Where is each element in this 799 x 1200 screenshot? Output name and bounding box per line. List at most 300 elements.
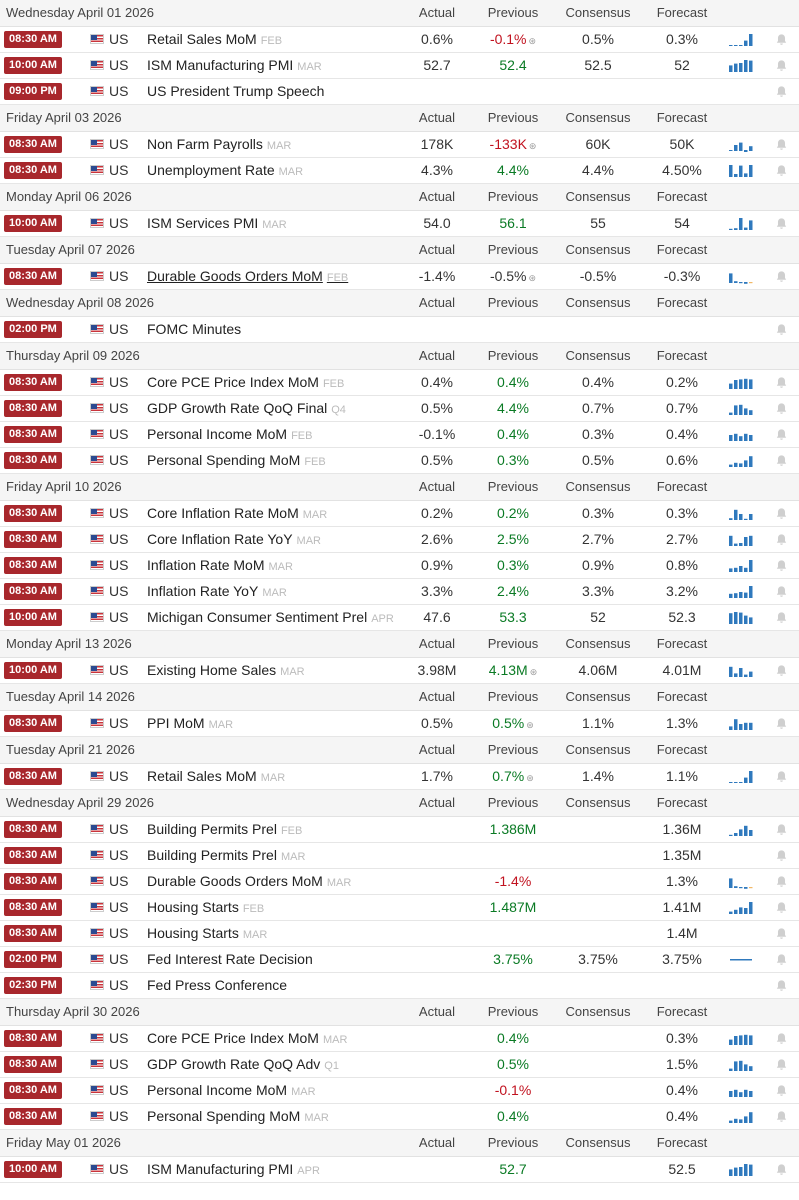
event-row[interactable] bbox=[0, 843, 799, 869]
previous-value: 0.3% bbox=[497, 557, 529, 573]
forecast-value: 1.1% bbox=[666, 768, 698, 784]
us-flag-icon bbox=[90, 902, 104, 912]
event-name[interactable]: Michigan Consumer Sentiment Prel bbox=[147, 609, 368, 625]
time-badge: 08:30 AM bbox=[4, 505, 62, 522]
event-name-cell[interactable] bbox=[147, 448, 326, 475]
sparkline-chart[interactable] bbox=[728, 270, 754, 284]
country-code: US bbox=[109, 57, 129, 73]
sparkline-chart[interactable] bbox=[728, 428, 754, 442]
actual-value: 47.6 bbox=[423, 609, 451, 625]
forecast-value: 1.3% bbox=[666, 873, 698, 889]
column-header-forecast: Forecast bbox=[656, 295, 708, 310]
event-name[interactable]: ISM Services PMI bbox=[147, 215, 259, 231]
bell-icon[interactable] bbox=[775, 164, 788, 177]
sparkline-chart[interactable] bbox=[728, 1032, 754, 1046]
us-flag-icon bbox=[90, 60, 104, 70]
bell-icon[interactable] bbox=[775, 585, 788, 598]
time-badge: 09:00 PM bbox=[4, 83, 62, 100]
event-name[interactable]: Core Inflation Rate MoM bbox=[147, 505, 299, 521]
sparkline-bar bbox=[734, 886, 738, 888]
sparkline-bar bbox=[749, 514, 753, 520]
event-name[interactable]: Retail Sales MoM bbox=[147, 31, 257, 47]
bell-icon[interactable] bbox=[775, 402, 788, 415]
column-header-actual: Actual bbox=[418, 795, 456, 810]
bell-icon[interactable] bbox=[775, 428, 788, 441]
time-badge: 08:30 AM bbox=[4, 715, 62, 732]
bell-icon[interactable] bbox=[775, 59, 788, 72]
event-row[interactable] bbox=[0, 947, 799, 973]
event-row[interactable] bbox=[0, 658, 799, 684]
event-name[interactable]: Core PCE Price Index MoM bbox=[147, 374, 319, 390]
sparkline-chart[interactable] bbox=[728, 59, 754, 73]
forecast-value: 0.3% bbox=[666, 31, 698, 47]
column-header-consensus: Consensus bbox=[565, 295, 631, 310]
bell-icon[interactable] bbox=[775, 1163, 788, 1176]
us-flag-icon bbox=[90, 824, 104, 834]
sparkline-bar bbox=[729, 165, 733, 177]
bell-icon[interactable] bbox=[775, 85, 788, 98]
reference-period: MAR bbox=[268, 561, 293, 573]
sparkline-chart[interactable] bbox=[728, 402, 754, 416]
column-header-forecast: Forecast bbox=[656, 242, 708, 257]
actual-value-cell bbox=[397, 264, 477, 289]
sparkline-chart[interactable] bbox=[728, 611, 754, 625]
event-name-cell[interactable] bbox=[147, 132, 291, 159]
country-code: US bbox=[109, 83, 129, 99]
sparkline-bar bbox=[734, 145, 738, 151]
previous-value: 52.7 bbox=[499, 1161, 527, 1177]
date-header bbox=[0, 237, 799, 264]
previous-value: 1.386M bbox=[489, 821, 537, 837]
event-row[interactable] bbox=[0, 422, 799, 448]
event-row[interactable] bbox=[0, 1052, 799, 1078]
event-name[interactable]: Retail Sales MoM bbox=[147, 768, 257, 784]
bell-icon[interactable] bbox=[775, 138, 788, 151]
previous-value: -133K bbox=[489, 136, 527, 152]
previous-value: 4.13M bbox=[488, 662, 528, 678]
country-code: US bbox=[109, 505, 129, 521]
event-name-cell[interactable] bbox=[147, 658, 305, 685]
sparkline-chart[interactable] bbox=[728, 559, 754, 573]
time-badge: 08:30 AM bbox=[4, 1030, 62, 1047]
event-name[interactable]: Building Permits Prel bbox=[147, 821, 277, 837]
column-header-consensus: Consensus bbox=[565, 636, 631, 651]
reference-period: MAR bbox=[280, 666, 305, 678]
previous-value: 0.4% bbox=[497, 1030, 529, 1046]
previous-value: 53.3 bbox=[499, 609, 527, 625]
event-name[interactable]: Durable Goods Orders MoM bbox=[147, 873, 323, 889]
sparkline-bar bbox=[739, 514, 743, 520]
country-code: US bbox=[109, 136, 129, 152]
event-name-cell[interactable] bbox=[147, 396, 346, 423]
us-flag-icon bbox=[90, 954, 104, 964]
event-row[interactable] bbox=[0, 448, 799, 474]
sparkline-bar bbox=[744, 519, 748, 520]
event-name[interactable]: Personal Spending MoM bbox=[147, 452, 301, 468]
sparkline-bar bbox=[739, 1167, 743, 1176]
forecast-value-cell bbox=[642, 501, 722, 526]
sparkline-bar bbox=[744, 434, 748, 441]
event-name[interactable]: Building Permits Prel bbox=[147, 847, 277, 863]
event-name-cell[interactable] bbox=[147, 53, 322, 80]
column-header-actual: Actual bbox=[418, 636, 456, 651]
bell-icon[interactable] bbox=[775, 323, 788, 336]
actual-value: 3.3% bbox=[421, 583, 453, 599]
sparkline-bar bbox=[749, 672, 753, 677]
bell-icon[interactable] bbox=[775, 611, 788, 624]
event-name[interactable]: Unemployment Rate bbox=[147, 162, 275, 178]
reference-period: MAR bbox=[278, 166, 304, 178]
event-name[interactable]: Personal Spending MoM bbox=[147, 1108, 301, 1124]
event-row[interactable] bbox=[0, 132, 799, 158]
time-badge: 08:30 AM bbox=[4, 1056, 62, 1073]
forecast-value: 0.4% bbox=[666, 426, 698, 442]
column-header-consensus: Consensus bbox=[565, 1135, 631, 1150]
forecast-value: 52 bbox=[674, 57, 690, 73]
event-name[interactable]: Core Inflation Rate YoY bbox=[147, 531, 293, 547]
bell-icon[interactable] bbox=[775, 953, 788, 966]
event-row[interactable] bbox=[0, 317, 799, 343]
sparkline-chart[interactable] bbox=[728, 770, 754, 784]
event-name[interactable]: Personal Income MoM bbox=[147, 426, 288, 442]
actual-value: 0.2% bbox=[421, 505, 453, 521]
column-header-consensus: Consensus bbox=[565, 110, 631, 125]
event-row[interactable] bbox=[0, 79, 799, 105]
event-name-cell[interactable] bbox=[147, 527, 321, 554]
event-name[interactable]: Inflation Rate MoM bbox=[147, 557, 265, 573]
event-row[interactable] bbox=[0, 211, 799, 237]
event-name[interactable]: Durable Goods Orders MoM bbox=[147, 268, 323, 284]
forecast-value-cell bbox=[642, 1104, 722, 1129]
forecast-value-cell bbox=[642, 764, 722, 789]
bell-icon[interactable] bbox=[775, 717, 788, 730]
event-name[interactable]: FOMC Minutes bbox=[147, 321, 242, 337]
forecast-value-cell bbox=[642, 553, 722, 578]
time-badge: 08:30 AM bbox=[4, 31, 62, 48]
time-badge: 08:30 AM bbox=[4, 136, 62, 153]
event-row[interactable] bbox=[0, 1026, 799, 1052]
forecast-value: 1.36M bbox=[662, 821, 702, 837]
reference-period: MAR bbox=[208, 719, 234, 731]
event-row[interactable] bbox=[0, 973, 799, 999]
actual-value: 0.6% bbox=[421, 31, 453, 47]
event-name-cell[interactable] bbox=[147, 843, 305, 870]
event-name-cell[interactable] bbox=[147, 973, 287, 998]
country-code: US bbox=[109, 1056, 129, 1072]
sparkline-chart[interactable] bbox=[728, 1084, 754, 1098]
consensus-value-cell bbox=[558, 264, 638, 289]
bell-icon[interactable] bbox=[775, 979, 788, 992]
sparkline-chart[interactable] bbox=[728, 454, 754, 468]
event-name[interactable]: ISM Manufacturing PMI bbox=[147, 1161, 294, 1177]
us-flag-icon bbox=[90, 218, 104, 228]
event-name-cell[interactable] bbox=[147, 764, 285, 791]
event-name[interactable]: US President Trump Speech bbox=[147, 83, 325, 99]
reference-period: MAR bbox=[266, 140, 292, 152]
actual-value-cell bbox=[397, 158, 477, 183]
forecast-value: 1.3% bbox=[666, 715, 698, 731]
event-name[interactable]: Housing Starts bbox=[147, 925, 239, 941]
sparkline-chart[interactable] bbox=[728, 533, 754, 547]
event-name-cell[interactable] bbox=[147, 1026, 347, 1053]
event-row[interactable] bbox=[0, 527, 799, 553]
consensus-value: 0.9% bbox=[582, 557, 614, 573]
event-name-cell[interactable] bbox=[147, 27, 282, 54]
event-row[interactable] bbox=[0, 869, 799, 895]
sparkline-bar bbox=[734, 281, 738, 283]
sparkline-chart[interactable] bbox=[728, 901, 754, 915]
forecast-value: 0.8% bbox=[666, 557, 698, 573]
sparkline-bar bbox=[749, 1066, 753, 1071]
consensus-value-cell bbox=[558, 764, 638, 789]
time-badge: 10:00 AM bbox=[4, 215, 62, 232]
sparkline-bar bbox=[729, 568, 733, 572]
date-label: Tuesday April 14 2026 bbox=[6, 689, 135, 704]
sparkline-bar bbox=[734, 45, 738, 46]
previous-value-cell bbox=[473, 158, 553, 183]
event-name[interactable]: Existing Home Sales bbox=[147, 662, 277, 678]
event-name-cell[interactable] bbox=[147, 869, 351, 896]
date-header bbox=[0, 684, 799, 711]
sparkline-chart[interactable] bbox=[728, 664, 754, 678]
us-flag-icon bbox=[90, 876, 104, 886]
previous-value-cell bbox=[473, 448, 553, 473]
event-name[interactable]: Core PCE Price Index MoM bbox=[147, 1030, 319, 1046]
forecast-value-cell bbox=[642, 869, 722, 894]
event-name[interactable]: Housing Starts bbox=[147, 899, 239, 915]
sparkline-bar bbox=[734, 174, 738, 177]
sparkline-line bbox=[730, 959, 752, 961]
reference-period: MAR bbox=[262, 587, 287, 599]
event-row[interactable] bbox=[0, 764, 799, 790]
event-name-cell[interactable] bbox=[147, 317, 241, 342]
sparkline-chart[interactable] bbox=[728, 1110, 754, 1124]
sparkline-chart[interactable] bbox=[728, 717, 754, 731]
event-name[interactable]: Fed Press Conference bbox=[147, 977, 288, 993]
sparkline-bar bbox=[734, 593, 738, 598]
actual-value-cell bbox=[397, 132, 477, 157]
bell-icon[interactable] bbox=[775, 927, 788, 940]
country-code: US bbox=[109, 951, 129, 967]
actual-value-cell bbox=[397, 579, 477, 604]
bell-icon[interactable] bbox=[775, 875, 788, 888]
sparkline-bar bbox=[749, 560, 753, 572]
event-name-cell[interactable] bbox=[147, 817, 302, 844]
bell-icon[interactable] bbox=[775, 1084, 788, 1097]
country-code: US bbox=[109, 821, 129, 837]
column-header-forecast: Forecast bbox=[656, 1004, 708, 1019]
event-name[interactable]: ISM Manufacturing PMI bbox=[147, 57, 294, 73]
sparkline-bar bbox=[744, 616, 748, 624]
event-name-cell[interactable] bbox=[147, 370, 344, 397]
country-code: US bbox=[109, 321, 129, 337]
previous-value: 0.4% bbox=[497, 426, 529, 442]
column-header-previous: Previous bbox=[487, 1004, 539, 1019]
date-label: Tuesday April 21 2026 bbox=[6, 742, 135, 757]
country-code: US bbox=[109, 847, 129, 863]
event-name[interactable]: Inflation Rate YoY bbox=[147, 583, 259, 599]
event-row[interactable] bbox=[0, 1157, 799, 1183]
event-row[interactable] bbox=[0, 501, 799, 527]
bell-icon[interactable] bbox=[775, 901, 788, 914]
event-name-cell[interactable] bbox=[147, 895, 264, 922]
event-name[interactable]: Non Farm Payrolls bbox=[147, 136, 263, 152]
event-name[interactable]: Fed Interest Rate Decision bbox=[147, 951, 313, 967]
sparkline-bar bbox=[744, 593, 748, 598]
bell-icon[interactable] bbox=[775, 1058, 788, 1071]
sparkline-chart[interactable] bbox=[728, 376, 754, 390]
previous-value: 0.7% bbox=[492, 768, 525, 784]
sparkline-chart[interactable] bbox=[728, 1163, 754, 1177]
sparkline-bar bbox=[729, 384, 733, 389]
bell-icon[interactable] bbox=[775, 33, 788, 46]
event-name[interactable]: PPI MoM bbox=[147, 715, 205, 731]
column-header-consensus: Consensus bbox=[565, 689, 631, 704]
event-row[interactable] bbox=[0, 53, 799, 79]
us-flag-icon bbox=[90, 771, 104, 781]
reference-period: FEB bbox=[291, 430, 313, 442]
event-row[interactable] bbox=[0, 1078, 799, 1104]
sparkline-bar bbox=[734, 405, 738, 415]
forecast-value: 0.4% bbox=[666, 1082, 698, 1098]
event-row[interactable] bbox=[0, 396, 799, 422]
sparkline-bar bbox=[739, 1061, 743, 1071]
event-name-cell[interactable] bbox=[147, 79, 324, 104]
sparkline-bar bbox=[749, 771, 753, 783]
country-code: US bbox=[109, 215, 129, 231]
forecast-value: 3.75% bbox=[662, 951, 702, 967]
sparkline-chart[interactable] bbox=[728, 823, 754, 837]
date-label: Tuesday April 07 2026 bbox=[6, 242, 135, 257]
previous-value-cell bbox=[473, 27, 553, 54]
event-name[interactable]: GDP Growth Rate QoQ Final bbox=[147, 400, 328, 416]
sparkline-bar bbox=[734, 228, 738, 230]
bell-icon[interactable] bbox=[775, 376, 788, 389]
us-flag-icon bbox=[90, 86, 104, 96]
event-row[interactable] bbox=[0, 1104, 799, 1130]
event-name-cell[interactable] bbox=[147, 158, 303, 185]
event-name-cell[interactable] bbox=[147, 1104, 329, 1131]
reference-period: MAR bbox=[260, 772, 286, 784]
forecast-value-cell bbox=[642, 211, 722, 236]
sparkline-bar bbox=[739, 907, 743, 914]
sparkline-chart[interactable] bbox=[728, 507, 754, 521]
forecast-value-cell bbox=[642, 895, 722, 920]
event-row[interactable] bbox=[0, 579, 799, 605]
actual-value: 54.0 bbox=[423, 215, 451, 231]
sparkline-chart[interactable] bbox=[728, 33, 754, 47]
column-header-actual: Actual bbox=[418, 242, 456, 257]
sparkline-bar bbox=[744, 282, 748, 284]
date-header bbox=[0, 790, 799, 817]
event-name-cell[interactable] bbox=[147, 264, 348, 291]
bell-icon[interactable] bbox=[775, 664, 788, 677]
event-name-cell[interactable] bbox=[147, 1078, 316, 1105]
event-name[interactable]: GDP Growth Rate QoQ Adv bbox=[147, 1056, 321, 1072]
event-name-cell[interactable] bbox=[147, 921, 267, 948]
reference-period: MAR bbox=[280, 851, 306, 863]
bell-icon[interactable] bbox=[775, 270, 788, 283]
sparkline-bar bbox=[729, 1069, 733, 1071]
event-name-cell[interactable] bbox=[147, 711, 233, 738]
bell-icon[interactable] bbox=[775, 217, 788, 230]
sparkline-chart[interactable] bbox=[728, 164, 754, 178]
sparkline-bar bbox=[729, 594, 733, 598]
bell-icon[interactable] bbox=[775, 454, 788, 467]
sparkline-chart[interactable] bbox=[728, 138, 754, 152]
event-row[interactable] bbox=[0, 370, 799, 396]
sparkline-chart[interactable] bbox=[728, 1058, 754, 1072]
date-header bbox=[0, 184, 799, 211]
event-name-cell[interactable] bbox=[147, 211, 287, 238]
time-badge: 08:30 AM bbox=[4, 1108, 62, 1125]
sparkline-bar bbox=[744, 778, 748, 783]
bell-icon[interactable] bbox=[775, 770, 788, 783]
previous-value-cell bbox=[473, 211, 553, 236]
sparkline-chart[interactable] bbox=[728, 875, 754, 889]
bell-icon[interactable] bbox=[775, 849, 788, 862]
sparkline-chart[interactable] bbox=[728, 953, 754, 967]
event-name-cell[interactable] bbox=[147, 579, 287, 606]
event-row[interactable] bbox=[0, 605, 799, 631]
column-header-consensus: Consensus bbox=[565, 795, 631, 810]
event-row[interactable] bbox=[0, 711, 799, 737]
time-badge: 10:00 AM bbox=[4, 662, 62, 679]
bell-icon[interactable] bbox=[775, 823, 788, 836]
event-row[interactable] bbox=[0, 27, 799, 53]
event-row[interactable] bbox=[0, 895, 799, 921]
event-name[interactable]: Personal Income MoM bbox=[147, 1082, 288, 1098]
country-code: US bbox=[109, 557, 129, 573]
sparkline-bar bbox=[734, 910, 738, 914]
sparkline-chart[interactable] bbox=[728, 217, 754, 231]
event-name-cell[interactable] bbox=[147, 501, 327, 528]
event-name-cell[interactable] bbox=[147, 1157, 320, 1184]
event-row[interactable] bbox=[0, 817, 799, 843]
bell-icon[interactable] bbox=[775, 507, 788, 520]
sparkline-bar bbox=[729, 613, 733, 624]
consensus-value: 60K bbox=[585, 136, 611, 152]
event-row[interactable] bbox=[0, 921, 799, 947]
forecast-value-cell bbox=[642, 422, 722, 447]
event-row[interactable] bbox=[0, 553, 799, 579]
bell-icon[interactable] bbox=[775, 533, 788, 546]
country-code: US bbox=[109, 268, 129, 284]
column-header-consensus: Consensus bbox=[565, 742, 631, 757]
bell-icon[interactable] bbox=[775, 559, 788, 572]
sparkline-chart[interactable] bbox=[728, 585, 754, 599]
event-row[interactable] bbox=[0, 264, 799, 290]
time-badge: 08:30 AM bbox=[4, 400, 62, 417]
event-name-cell[interactable] bbox=[147, 422, 312, 449]
bell-icon[interactable] bbox=[775, 1110, 788, 1123]
sparkline-bar bbox=[729, 1169, 733, 1176]
event-row[interactable] bbox=[0, 158, 799, 184]
previous-value-cell bbox=[473, 1078, 553, 1103]
sparkline-bar bbox=[749, 34, 753, 46]
forecast-value: 1.5% bbox=[666, 1056, 698, 1072]
event-name-cell[interactable] bbox=[147, 947, 313, 972]
event-name-cell[interactable] bbox=[147, 1052, 339, 1079]
sparkline-bar bbox=[734, 833, 738, 836]
bell-icon[interactable] bbox=[775, 1032, 788, 1045]
sparkline-bar bbox=[739, 405, 743, 415]
event-name-cell[interactable] bbox=[147, 553, 293, 580]
event-name-cell[interactable] bbox=[147, 605, 394, 632]
consensus-value: 55 bbox=[590, 215, 606, 231]
sparkline-bar bbox=[739, 166, 743, 177]
sparkline-bar bbox=[749, 536, 753, 546]
